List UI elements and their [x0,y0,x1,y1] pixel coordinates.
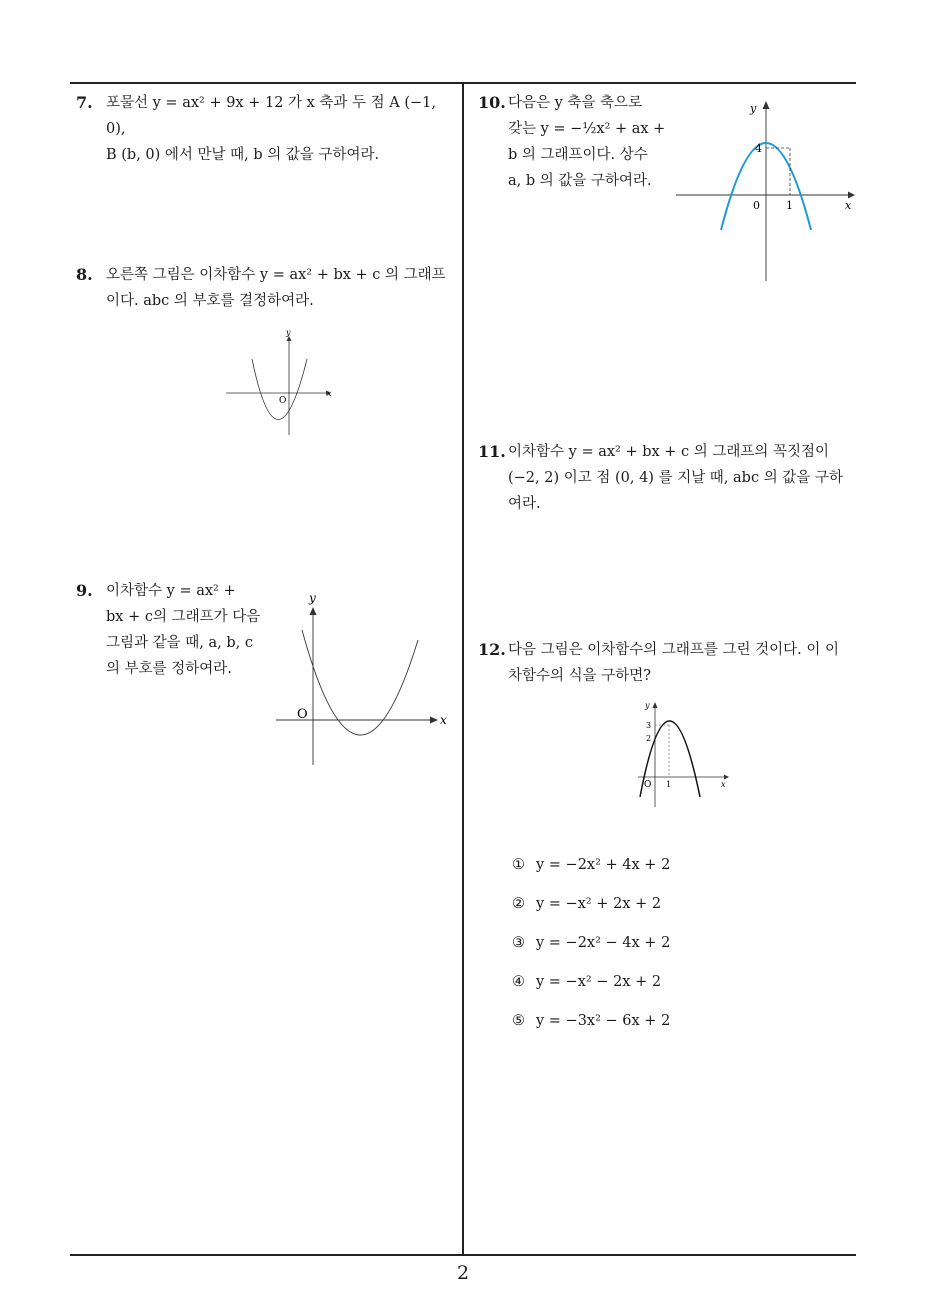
question-12-graph [632,697,737,812]
question-8-graph [222,325,337,440]
tick-x-1: 1 [666,780,672,789]
question-line: (−2, 2) 이고 점 (0, 4) 를 지날 때, abc 의 값을 구하 [508,470,843,486]
question-11-text [508,439,860,517]
question-9-graph [272,585,457,770]
question-line: 갖는 y = −½x² + ax + [508,121,666,137]
question-12-number: 12. [478,640,506,659]
tick-y-3: 3 [646,721,652,730]
choice-1[interactable] [512,855,670,875]
question-8-number: 8. [76,265,93,284]
choice-text: y = −x² + 2x + 2 [536,896,662,912]
choice-mark: ② [512,896,525,912]
origin-label: O [279,396,287,406]
origin-label: O [297,707,308,722]
y-axis-label: y [286,328,291,337]
choice-text: y = −2x² + 4x + 2 [536,857,671,873]
question-line: bx + c의 그래프가 다음 [106,609,261,625]
y-axis-label: y [645,701,650,710]
question-line: 이다. abc 의 부호를 결정하여라. [106,293,314,309]
tick-x-1: 1 [786,199,793,212]
question-7-number: 7. [76,93,93,112]
x-axis-label: x [721,780,726,789]
x-axis-arrow [848,192,855,199]
origin-label: 0 [753,199,760,212]
question-line: 여라. [508,496,541,512]
y-axis-label: y [309,591,316,605]
question-line: 의 부호를 정하여라. [106,661,232,677]
question-10-number: 10. [478,93,506,112]
question-line: 이차함수 y = ax² + [106,583,236,599]
x-axis-arrow [430,717,438,724]
question-11-number: 11. [478,442,506,461]
question-9-text [106,578,266,682]
question-line: 다음 그림은 이차함수의 그래프를 그린 것이다. 이 이 [508,642,840,658]
question-line: 이차함수 y = ax² + bx + c 의 그래프의 꼭짓점이 [508,444,830,460]
x-axis-arrow [724,775,729,780]
choice-text: y = −2x² − 4x + 2 [536,935,671,951]
bottom-rule [70,1254,856,1256]
y-axis-arrow [763,101,770,109]
question-8-text [106,262,456,314]
x-axis-label: x [327,389,332,398]
question-10-text [508,90,668,194]
question-line: 오른쪽 그림은 이차함수 y = ax² + bx + c 의 그래프 [106,267,446,283]
question-9-number: 9. [76,581,93,600]
choice-5[interactable] [512,1011,670,1031]
choice-3[interactable] [512,933,670,953]
question-line: 그림과 같을 때, a, b, c [106,635,253,651]
question-line: b 의 그래프이다. 상수 [508,147,648,163]
question-12-text [508,637,860,689]
choice-2[interactable] [512,894,661,914]
page-number: 2 [456,1262,470,1284]
choice-text: y = −x² − 2x + 2 [536,974,662,990]
choice-mark: ⑤ [512,1013,525,1029]
tick-y-2: 2 [646,734,652,743]
y-axis-arrow [310,607,317,615]
y-axis-arrow [653,702,658,708]
question-line: a, b 의 값을 구하여라. [508,173,652,189]
choice-mark: ③ [512,935,525,951]
choice-text: y = −3x² − 6x + 2 [536,1013,671,1029]
question-line: 포물선 y = ax² + 9x + 12 가 x 축과 두 점 A (−1, 0), [106,95,437,137]
parabola [252,359,307,420]
x-axis-label: x [845,199,852,212]
origin-label: O [644,780,652,790]
question-7-text [106,90,456,168]
question-line: 차함수의 식을 구하면? [508,668,652,684]
choice-4[interactable] [512,972,661,992]
y-axis-label: y [750,102,757,115]
column-divider [462,82,464,1255]
choice-mark: ① [512,857,525,873]
choice-mark: ④ [512,974,525,990]
parabola [302,630,418,735]
question-10-graph [672,96,857,286]
tick-y-4: 4 [755,142,762,155]
question-line: 다음은 y 축을 축으로 [508,95,643,111]
question-line: B (b, 0) 에서 만날 때, b 의 값을 구하여라. [106,147,380,163]
x-axis-label: x [440,713,447,727]
